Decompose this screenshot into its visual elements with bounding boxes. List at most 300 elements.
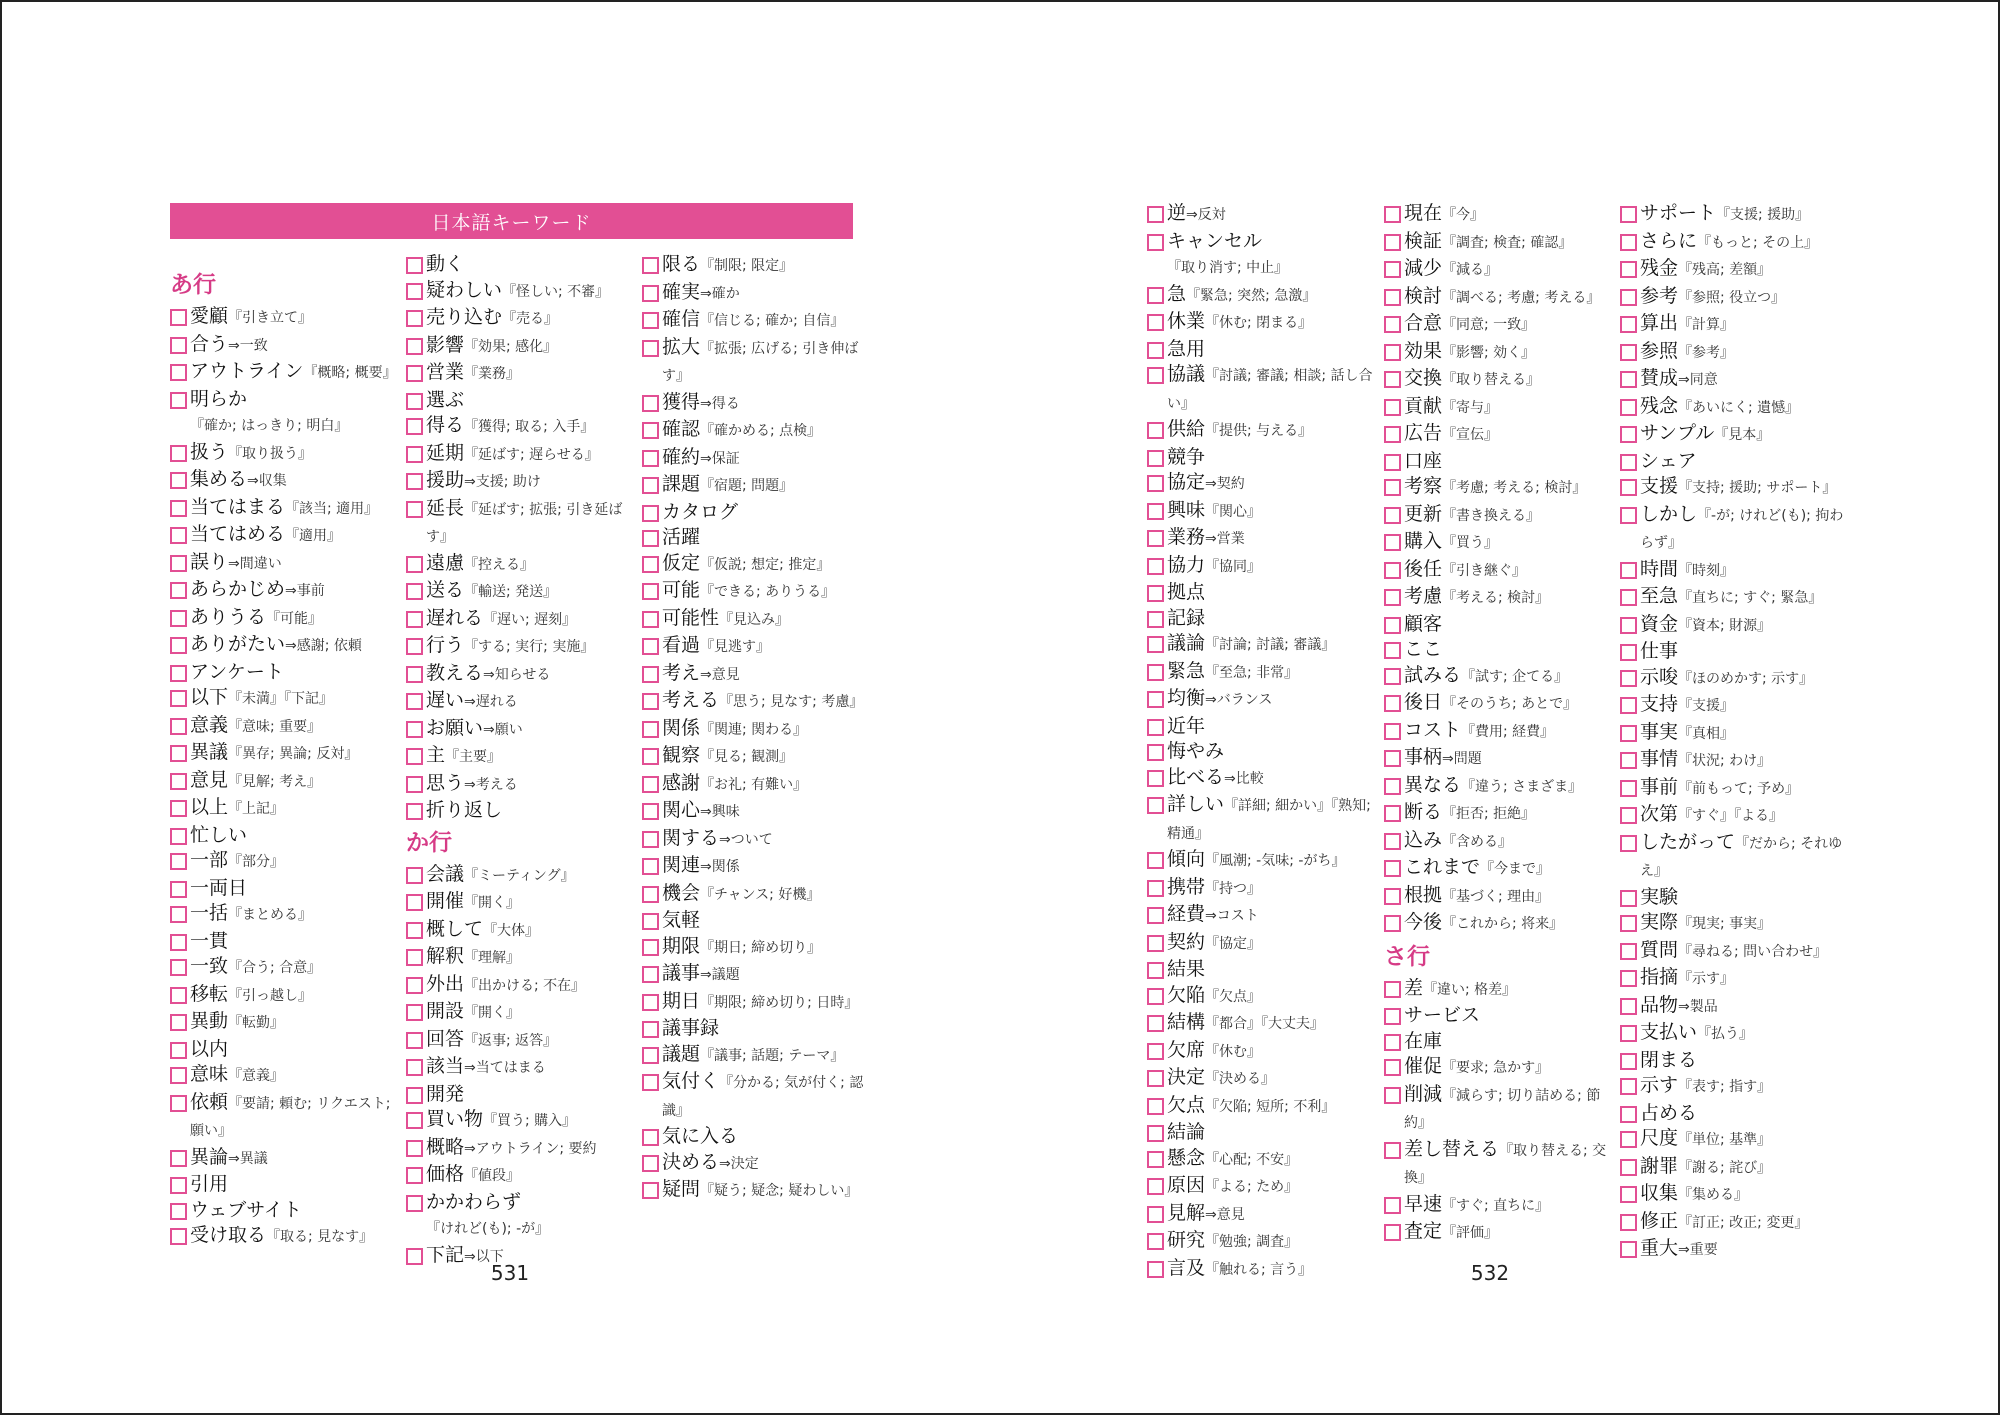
keyword-entry [1384, 339, 1616, 367]
checkbox[interactable] [406, 776, 423, 793]
keyword-term: 遠慮 [426, 551, 465, 574]
checkbox[interactable] [642, 477, 659, 494]
checkbox[interactable] [406, 501, 423, 518]
entry-text [190, 467, 402, 495]
checkbox[interactable] [1147, 530, 1164, 547]
checkbox[interactable] [1620, 1025, 1637, 1042]
keyword-term: 活躍 [662, 526, 701, 548]
entry-text [1640, 201, 1852, 229]
checkbox[interactable] [170, 582, 187, 599]
checkbox[interactable] [1147, 636, 1164, 653]
keyword-entry [642, 633, 874, 661]
keyword-term: 疑わしい [426, 278, 503, 301]
checkbox[interactable] [1147, 314, 1164, 331]
checkbox[interactable] [1384, 860, 1401, 877]
checkbox[interactable] [1147, 1151, 1164, 1168]
checkbox[interactable] [1147, 1098, 1164, 1115]
checkbox[interactable] [170, 906, 187, 923]
entry-text [426, 771, 638, 799]
keyword-entry [170, 823, 402, 849]
keyword-term: 根拠 [1404, 883, 1443, 906]
checkbox[interactable] [1147, 422, 1164, 439]
checkbox[interactable] [1620, 344, 1637, 361]
keyword-entry [406, 496, 638, 551]
checkbox[interactable] [1384, 1087, 1401, 1104]
checkbox[interactable] [406, 446, 423, 463]
checkbox[interactable] [1620, 617, 1637, 634]
checkbox[interactable] [406, 1004, 423, 1021]
keyword-term: カタログ [662, 500, 739, 523]
checkbox[interactable] [1620, 890, 1637, 907]
keyword-entry [406, 1190, 638, 1243]
checkbox[interactable] [1147, 880, 1164, 897]
checkbox[interactable] [1147, 611, 1164, 628]
checkbox[interactable] [1620, 835, 1637, 852]
keyword-column-1 [170, 266, 402, 1251]
keyword-note: 『減る』 [1442, 262, 1499, 278]
checkbox[interactable] [1147, 962, 1164, 979]
checkbox[interactable] [642, 886, 659, 903]
checkbox[interactable] [1147, 664, 1164, 681]
checkbox[interactable] [406, 473, 423, 490]
checkbox[interactable] [1147, 1178, 1164, 1195]
checkbox[interactable] [1147, 342, 1164, 359]
checkbox[interactable] [642, 994, 659, 1011]
checkbox[interactable] [1147, 475, 1164, 492]
entry-text [1640, 1020, 1852, 1048]
checkbox[interactable] [1384, 695, 1401, 712]
keyword-entry [406, 798, 638, 824]
keyword-term: 決定 [1167, 1066, 1206, 1088]
keyword-entry [1620, 474, 1852, 502]
keyword-entry [1147, 983, 1379, 1011]
keyword-note: 『調べる; 考慮; 考える』 [1442, 289, 1601, 306]
keyword-entry [170, 1090, 402, 1145]
checkbox[interactable] [170, 610, 187, 627]
keyword-entry [1384, 1029, 1616, 1055]
checkbox[interactable] [1620, 998, 1637, 1015]
checkbox[interactable] [1620, 1186, 1637, 1203]
keyword-term: 指摘 [1640, 966, 1679, 988]
checkbox[interactable] [1384, 915, 1401, 932]
keyword-entry [1147, 1173, 1379, 1201]
checkbox[interactable] [642, 1182, 659, 1199]
keyword-entry [170, 304, 402, 332]
checkbox[interactable] [170, 1014, 187, 1031]
checkbox[interactable] [642, 1129, 659, 1146]
checkbox[interactable] [1147, 503, 1164, 520]
checkbox[interactable] [1147, 1070, 1164, 1087]
checkbox[interactable] [1620, 915, 1637, 932]
entry-text [1640, 612, 1852, 640]
checkbox[interactable] [170, 665, 187, 682]
checkbox[interactable] [1384, 1197, 1401, 1214]
keyword-term: 携帯 [1167, 875, 1206, 898]
checkbox[interactable] [1620, 1214, 1637, 1231]
keyword-note: ⇒一致 [228, 337, 268, 354]
checkbox[interactable] [1620, 970, 1637, 987]
keyword-entry [1147, 659, 1379, 687]
checkbox[interactable] [406, 894, 423, 911]
checkbox[interactable] [1620, 670, 1637, 687]
checkbox[interactable] [1384, 562, 1401, 579]
keyword-entry [1147, 1228, 1379, 1256]
entry-text [1167, 337, 1379, 363]
keyword-note: 『業務』 [464, 366, 521, 382]
checkbox[interactable] [170, 881, 187, 898]
keyword-note: 『前もって; 予め』 [1678, 780, 1800, 797]
checkbox[interactable] [406, 803, 423, 820]
keyword-term: 受け取る [190, 1224, 267, 1246]
checkbox[interactable] [406, 748, 423, 765]
keyword-entry [170, 876, 402, 902]
checkbox[interactable] [1147, 719, 1164, 736]
checkbox[interactable] [170, 934, 187, 951]
checkbox[interactable] [642, 858, 659, 875]
checkbox[interactable] [406, 393, 423, 410]
checkbox[interactable] [170, 828, 187, 845]
entry-text [1404, 773, 1616, 801]
checkbox[interactable] [170, 392, 187, 409]
checkbox[interactable] [170, 987, 187, 1004]
checkbox[interactable] [1147, 206, 1164, 223]
keyword-note: 『輸送; 発送』 [464, 584, 558, 600]
keyword-entry [1620, 802, 1852, 830]
checkbox[interactable] [170, 800, 187, 817]
checkbox[interactable] [406, 1032, 423, 1049]
checkbox[interactable] [1620, 589, 1637, 606]
keyword-term: 実験 [1640, 885, 1679, 908]
keyword-note: 『延ばす; 遅らせる』 [464, 446, 599, 463]
checkbox[interactable] [406, 556, 423, 573]
entry-text [662, 688, 874, 716]
keyword-entry [1384, 284, 1616, 312]
checkbox[interactable] [170, 309, 187, 326]
checkbox[interactable] [1384, 289, 1401, 306]
checkbox[interactable] [1620, 752, 1637, 769]
checkbox[interactable] [1384, 454, 1401, 471]
checkbox[interactable] [642, 831, 659, 848]
checkbox[interactable] [642, 422, 659, 439]
keyword-entry [406, 1107, 638, 1135]
checkbox[interactable] [406, 1140, 423, 1157]
checkbox[interactable] [406, 1112, 423, 1129]
checkbox[interactable] [170, 745, 187, 762]
keyword-term: 気付く [662, 1070, 720, 1092]
checkbox[interactable] [642, 966, 659, 983]
checkbox[interactable] [642, 340, 659, 357]
checkbox[interactable] [642, 913, 659, 930]
checkbox[interactable] [1384, 399, 1401, 416]
checkbox[interactable] [1384, 1224, 1401, 1241]
checkbox[interactable] [406, 338, 423, 355]
checkbox[interactable] [170, 773, 187, 790]
checkbox[interactable] [170, 1228, 187, 1245]
entry-text [190, 876, 402, 902]
keyword-entry [642, 853, 874, 881]
entry-text [1640, 1101, 1852, 1127]
checkbox[interactable] [406, 583, 423, 600]
checkbox[interactable] [642, 611, 659, 628]
keyword-term: 議論 [1167, 632, 1206, 654]
checkbox[interactable] [1384, 778, 1401, 795]
keyword-entry [406, 441, 638, 469]
checkbox[interactable] [170, 527, 187, 544]
keyword-note: 『調査; 検査; 確認』 [1442, 234, 1573, 251]
checkbox[interactable] [1620, 807, 1637, 824]
checkbox[interactable] [642, 450, 659, 467]
checkbox[interactable] [1147, 935, 1164, 952]
checkbox[interactable] [1620, 289, 1637, 306]
checkbox[interactable] [1147, 450, 1164, 467]
checkbox[interactable] [1620, 234, 1637, 251]
keyword-entry [406, 862, 638, 890]
checkbox[interactable] [642, 530, 659, 547]
checkbox[interactable] [1384, 1059, 1401, 1076]
checkbox[interactable] [642, 721, 659, 738]
checkbox[interactable] [1384, 723, 1401, 740]
keyword-entry [1384, 612, 1616, 638]
checkbox[interactable] [170, 1095, 187, 1112]
checkbox[interactable] [170, 337, 187, 354]
keyword-entry [1147, 875, 1379, 903]
checkbox[interactable] [406, 1087, 423, 1104]
checkbox[interactable] [1147, 691, 1164, 708]
checkbox[interactable] [1384, 534, 1401, 551]
checkbox[interactable] [1384, 888, 1401, 905]
checkbox[interactable] [1384, 617, 1401, 634]
entry-text [1640, 965, 1852, 993]
checkbox[interactable] [642, 312, 659, 329]
checkbox[interactable] [1147, 1125, 1164, 1142]
keyword-note: 『協定』 [1205, 935, 1262, 952]
checkbox[interactable] [406, 1248, 423, 1265]
checkbox[interactable] [642, 257, 659, 274]
checkbox[interactable] [642, 666, 659, 683]
checkbox[interactable] [642, 556, 659, 573]
keyword-note: 『拒否; 拒絶』 [1442, 806, 1536, 822]
entry-text [662, 500, 874, 526]
keyword-note: ⇒コスト [1205, 908, 1259, 924]
checkbox[interactable] [170, 1150, 187, 1167]
entry-text [1404, 1054, 1616, 1082]
checkbox[interactable] [170, 445, 187, 462]
keyword-entry [642, 335, 874, 390]
keyword-term: 逆 [1167, 202, 1187, 224]
checkbox[interactable] [406, 1195, 423, 1212]
checkbox[interactable] [406, 666, 423, 683]
checkbox[interactable] [406, 310, 423, 327]
checkbox[interactable] [406, 611, 423, 628]
checkbox[interactable] [170, 637, 187, 654]
checkbox[interactable] [1620, 644, 1637, 661]
checkbox[interactable] [1384, 316, 1401, 333]
checkbox[interactable] [1384, 371, 1401, 388]
checkbox[interactable] [1620, 1131, 1637, 1148]
keyword-term: 影響 [426, 333, 465, 356]
checkbox[interactable] [1384, 261, 1401, 278]
keyword-note: 『合う; 合意』 [228, 960, 322, 976]
entry-text [426, 441, 638, 469]
checkbox[interactable] [1620, 507, 1637, 524]
checkbox[interactable] [1620, 316, 1637, 333]
keyword-entry [642, 390, 874, 418]
keyword-term: ありがたい [190, 633, 286, 655]
entry-text [1404, 529, 1616, 557]
checkbox[interactable] [406, 1167, 423, 1184]
keyword-term: 遅れる [426, 606, 484, 629]
checkbox[interactable] [1620, 1159, 1637, 1176]
checkbox[interactable] [1620, 479, 1637, 496]
entry-text [662, 551, 874, 579]
checkbox[interactable] [1147, 852, 1164, 869]
checkbox[interactable] [1620, 371, 1637, 388]
checkbox[interactable] [1620, 1241, 1637, 1258]
checkbox[interactable] [170, 500, 187, 517]
checkbox[interactable] [170, 1067, 187, 1084]
checkbox[interactable] [406, 1059, 423, 1076]
checkbox[interactable] [406, 283, 423, 300]
checkbox[interactable] [1620, 562, 1637, 579]
entry-text [662, 307, 874, 335]
checkbox[interactable] [170, 959, 187, 976]
keyword-entry [1384, 1082, 1616, 1137]
keyword-term: 営業 [426, 361, 465, 383]
checkbox[interactable] [406, 257, 423, 274]
checkbox[interactable] [1384, 589, 1401, 606]
keyword-note: 『協同』 [1205, 558, 1262, 575]
checkbox[interactable] [1620, 943, 1637, 960]
entry-text [1167, 1256, 1379, 1284]
checkbox[interactable] [406, 867, 423, 884]
checkbox[interactable] [1620, 780, 1637, 797]
checkbox[interactable] [1147, 585, 1164, 602]
checkbox[interactable] [642, 285, 659, 302]
keyword-note: 『集める』 [1678, 1187, 1749, 1203]
checkbox[interactable] [406, 693, 423, 710]
checkbox[interactable] [406, 638, 423, 655]
entry-text [190, 359, 402, 387]
keyword-term: 回答 [426, 1027, 465, 1050]
checkbox[interactable] [1384, 805, 1401, 822]
keyword-term: サポート [1640, 202, 1717, 224]
checkbox[interactable] [406, 949, 423, 966]
checkbox[interactable] [1147, 744, 1164, 761]
checkbox[interactable] [406, 365, 423, 382]
checkbox[interactable] [1620, 697, 1637, 714]
checkbox[interactable] [406, 977, 423, 994]
keyword-term: 緊急 [1167, 659, 1206, 682]
checkbox[interactable] [1384, 981, 1401, 998]
checkbox[interactable] [406, 721, 423, 738]
checkbox[interactable] [170, 1203, 187, 1220]
checkbox[interactable] [1147, 1233, 1164, 1250]
checkbox[interactable] [1147, 1206, 1164, 1223]
checkbox[interactable] [1147, 797, 1164, 814]
checkbox[interactable] [170, 364, 187, 381]
checkbox[interactable] [1384, 426, 1401, 443]
checkbox[interactable] [1147, 907, 1164, 924]
checkbox[interactable] [170, 555, 187, 572]
checkbox[interactable] [1384, 668, 1401, 685]
checkbox[interactable] [642, 1047, 659, 1064]
checkbox[interactable] [642, 395, 659, 412]
checkbox[interactable] [642, 803, 659, 820]
checkbox[interactable] [642, 939, 659, 956]
entry-text [1167, 930, 1379, 958]
checkbox[interactable] [1620, 206, 1637, 223]
checkbox[interactable] [1147, 988, 1164, 1005]
checkbox[interactable] [1147, 234, 1164, 251]
checkbox[interactable] [1384, 479, 1401, 496]
checkbox[interactable] [1620, 399, 1637, 416]
checkbox[interactable] [170, 472, 187, 489]
checkbox[interactable] [1620, 1106, 1637, 1123]
checkbox[interactable] [1147, 287, 1164, 304]
checkbox[interactable] [1384, 234, 1401, 251]
checkbox[interactable] [1147, 1015, 1164, 1032]
checkbox[interactable] [1620, 261, 1637, 278]
keyword-entry [170, 1037, 402, 1063]
checkbox[interactable] [1384, 833, 1401, 850]
checkbox[interactable] [642, 583, 659, 600]
keyword-entry [170, 495, 402, 523]
checkbox[interactable] [170, 690, 187, 707]
keyword-note: 『休む; 閉まる』 [1205, 315, 1313, 331]
checkbox[interactable] [1620, 725, 1637, 742]
checkbox[interactable] [170, 718, 187, 735]
checkbox[interactable] [1384, 206, 1401, 223]
keyword-note: 『お礼; 有難い』 [700, 776, 808, 793]
checkbox[interactable] [642, 776, 659, 793]
keyword-entry [1147, 606, 1379, 632]
checkbox[interactable] [170, 1042, 187, 1059]
checkbox[interactable] [642, 638, 659, 655]
keyword-term: 看過 [662, 634, 701, 656]
checkbox[interactable] [1147, 1043, 1164, 1060]
keyword-term: 占める [1640, 1101, 1698, 1124]
checkbox[interactable] [1384, 507, 1401, 524]
checkbox[interactable] [1147, 770, 1164, 787]
checkbox[interactable] [406, 922, 423, 939]
entry-text [1640, 1073, 1852, 1101]
checkbox[interactable] [1384, 344, 1401, 361]
checkbox[interactable] [1384, 1142, 1401, 1159]
checkbox[interactable] [642, 1155, 659, 1172]
keyword-note: 『休む』 [1205, 1043, 1262, 1060]
checkbox[interactable] [642, 693, 659, 710]
checkbox[interactable] [642, 748, 659, 765]
checkbox[interactable] [1620, 1053, 1637, 1070]
checkbox[interactable] [642, 1074, 659, 1091]
checkbox[interactable] [1620, 426, 1637, 443]
checkbox[interactable] [1147, 367, 1164, 384]
checkbox[interactable] [642, 505, 659, 522]
checkbox[interactable] [170, 1177, 187, 1194]
entry-text [1167, 282, 1379, 310]
checkbox[interactable] [1147, 558, 1164, 575]
checkbox[interactable] [1147, 1261, 1164, 1278]
checkbox[interactable] [170, 853, 187, 870]
checkbox[interactable] [1620, 454, 1637, 471]
checkbox[interactable] [1384, 1034, 1401, 1051]
checkbox[interactable] [1384, 750, 1401, 767]
checkbox[interactable] [1384, 1008, 1401, 1025]
checkbox[interactable] [1620, 1078, 1637, 1095]
checkbox[interactable] [406, 418, 423, 435]
checkbox[interactable] [1384, 642, 1401, 659]
checkbox[interactable] [642, 1021, 659, 1038]
